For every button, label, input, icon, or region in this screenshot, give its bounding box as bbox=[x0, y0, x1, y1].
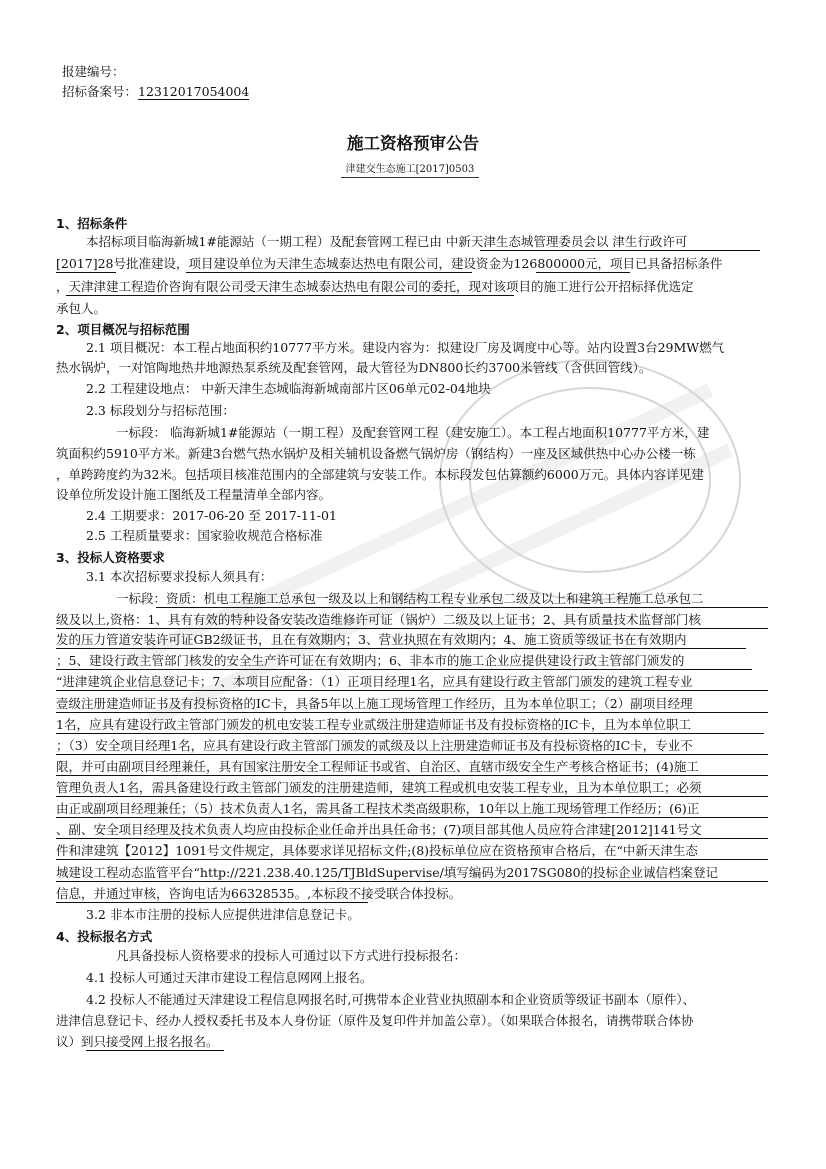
underline bbox=[56, 628, 768, 629]
section-3-heading: 3、投标人资格要求 bbox=[56, 550, 165, 565]
s4-line-5: 议）到只接受网上报名报名。 bbox=[56, 1034, 219, 1049]
underline bbox=[480, 250, 760, 251]
s2-line-8: 设单位所发设计施工图纸及工程量清单全部内容。 bbox=[56, 487, 332, 502]
underline bbox=[56, 796, 768, 797]
section-2-heading: 2、项目概况与招标范围 bbox=[56, 322, 190, 337]
s1-line-1: 本招标项目临海新城1#能源站（一期工程）及配套管网工程已由 中新天津生态城管理委员会以 津生行政许可 bbox=[86, 234, 688, 249]
s4-line-4: 进津信息登记卡、经办人授权委托书及本人身份证（原件及复印件并加盖公章）。（如果联合体报名，请携带联合体协 bbox=[56, 1013, 694, 1028]
s3-line-2: 一标段：资质：机电工程施工总承包一级及以上和钢结构工程专业承包二级及以上和建筑工程施工总承包二 bbox=[116, 591, 704, 606]
s1-line-2: [2017]28号批准建设，项目建设单位为天津生态城泰达热电有限公司，建设资金为126800000元，项目已具备招标条件 bbox=[56, 256, 723, 271]
s3-line-4: 发的压力管道安装许可证GB2级证书，且在有效期内；3、营业执照在有效期内；4、施工资质等级证书在有效期内 bbox=[56, 632, 687, 647]
underline bbox=[156, 607, 768, 608]
bid-filing-number: 12312017054004 bbox=[138, 84, 250, 99]
underline bbox=[56, 712, 768, 713]
underline bbox=[56, 859, 768, 860]
s3-line-15: 城建设工程动态监管平台“http://221.238.40.125/TJBldSupervise/填写编码为2017SG080的投标企业诚信档案登记 bbox=[56, 865, 719, 880]
s3-line-8: 1名，应具有建设行政主管部门颁发的机电安装工程专业贰级注册建造师证书及有投标资格的IC卡，且为本单位职工 bbox=[56, 717, 691, 732]
underline bbox=[86, 1050, 224, 1051]
s2-line-9: 2.4 工期要求：2017-06-20 至 2017-11-01 bbox=[86, 508, 337, 523]
underline bbox=[56, 669, 752, 670]
s3-line-7: 壹级注册建造师证书及有投标资格的IC卡，具备5年以上施工现场管理工作经历，且为本单位职工；（2）副项目经理 bbox=[56, 696, 693, 711]
s2-line-7: ，单跨跨度约为32米。包括项目核准范围内的全部建筑与安装工作。本标段发包估算额约6000万元。具体内容详见建 bbox=[56, 467, 704, 482]
s3-line-17: 3.2 非本市注册的投标人应提供进津信息登记卡。 bbox=[86, 907, 360, 922]
underline bbox=[66, 295, 514, 296]
s3-line-13: 、副、安全项目经理及技术负责人均应由投标企业任命并出具任命书；(7)项目部其他人员应符合津建[2012]141号文 bbox=[56, 822, 702, 837]
underline bbox=[56, 690, 768, 691]
underline bbox=[186, 272, 472, 273]
s3-line-14: 件和津建筑【2012】1091号文件规定，具体要求详见招标文件;(8)投标单位应在资格预审合格后，在“中新天津生态 bbox=[56, 843, 698, 858]
s1-line-3: ，天津津建工程造价咨询有限公司受天津生态城泰达热电有限公司的委托，现对该项目的施工进行公开招标择优选定 bbox=[56, 279, 694, 294]
underline bbox=[56, 838, 768, 839]
s3-line-9: ；（3）安全项目经理1名，应具有建设行政主管部门颁发的贰级及以上注册建造师证书及有投标资格的IC卡，专业不 bbox=[56, 738, 693, 753]
underline bbox=[56, 648, 746, 649]
s2-line-10: 2.5 工程质量要求：国家验收规范合格标准 bbox=[86, 528, 323, 543]
s3-line-1: 3.1 本次招标要求投标人须具有： bbox=[86, 569, 273, 584]
underline bbox=[56, 817, 768, 818]
s3-line-6: “进津建筑企业信息登记卡；7、本项目应配备：（1）正项目经理1名，应具有建设行政主管部门颁发的建筑工程专业 bbox=[56, 674, 693, 689]
s1-line-4: 承包人。 bbox=[56, 301, 107, 316]
underline bbox=[56, 902, 368, 903]
s2-line-2: 热水锅炉，一对馆陶地热井地源热泵系统及配套管网，最大管径为DN800长约3700米管线（含供回管线）。 bbox=[56, 360, 652, 375]
underline bbox=[56, 754, 768, 755]
document-number: 津建交生态施工[2017]0503 bbox=[345, 164, 475, 175]
s2-line-1: 2.1 项目概况：本工程占地面积约10777平方米。建设内容为：拟建设厂房及调度中心等。站内设置3台29MW燃气 bbox=[86, 340, 725, 355]
s3-line-11: 管理负责人1名，需具备建设行政主管部门颁发的注册建造师，建筑工程或机电安装工程专业，且为本单位职工；必须 bbox=[56, 780, 702, 795]
section-1-heading: 1、招标条件 bbox=[56, 216, 128, 231]
underline bbox=[56, 733, 764, 734]
underline bbox=[56, 272, 116, 273]
underline bbox=[56, 881, 768, 882]
page-title: 施工资格预审公告 bbox=[347, 134, 479, 153]
s3-line-12: 由正或副项目经理兼任；（5）技术负责人1名，需具备工程技术类高级职称，10年以上施工现场管理工作经历；(6)正 bbox=[56, 801, 700, 816]
s3-line-10: 限，并可由副项目经理兼任，具有国家注册安全工程师证书或省、自治区、直辖市级安全生产考核合格证书；(4)施工 bbox=[56, 759, 699, 774]
s4-line-3: 4.2 投标人不能通过天津建设工程信息网报名时,可携带本企业营业执照副本和企业资质等级证书副本（原件）、 bbox=[86, 992, 696, 1007]
document-number-rule bbox=[341, 177, 479, 178]
s2-line-3: 2.2 工程建设地点： 中新天津生态城临海新城南部片区06单元02-04地块 bbox=[86, 381, 491, 396]
underline bbox=[56, 775, 768, 776]
s3-line-5: ；5、建设行政主管部门核发的安全生产许可证在有效期内；6、非本市的施工企业应提供建设行政主管部门颁发的 bbox=[56, 653, 685, 668]
underline bbox=[536, 272, 630, 273]
s2-line-6: 筑面积约5910平方米。新建3台燃气热水锅炉及相关辅机设备燃气锅炉房（钢结构）一座及区域供热中心办公楼一栋 bbox=[56, 446, 696, 461]
s4-line-2: 4.1 投标人可通过天津市建设工程信息网网上报名。 bbox=[86, 970, 373, 985]
s2-line-5: 一标段： 临海新城1#能源站（一期工程）及配套管网工程（建安施工）。本工程占地面积10777平方米，建 bbox=[116, 425, 710, 440]
registration-number-label: 报建编号： bbox=[62, 64, 125, 79]
s3-line-16: 信息，并通过审核，咨询电话为66328535。,本标段不接受联合体投标。 bbox=[56, 886, 462, 901]
bid-filing-label: 招标备案号： bbox=[62, 84, 138, 99]
section-4-heading: 4、投标报名方式 bbox=[56, 929, 153, 944]
s3-line-3: 级及以上,资格：1、具有有效的特种设备安装改造维修许可证（锅炉）二级及以上证书；2、具有质量技术监督部门核 bbox=[56, 612, 701, 627]
s2-line-4: 2.3 标段划分与招标范围： bbox=[86, 403, 235, 418]
s4-line-1: 凡具备投标人资格要求的投标人可通过以下方式进行投标报名： bbox=[116, 948, 467, 963]
